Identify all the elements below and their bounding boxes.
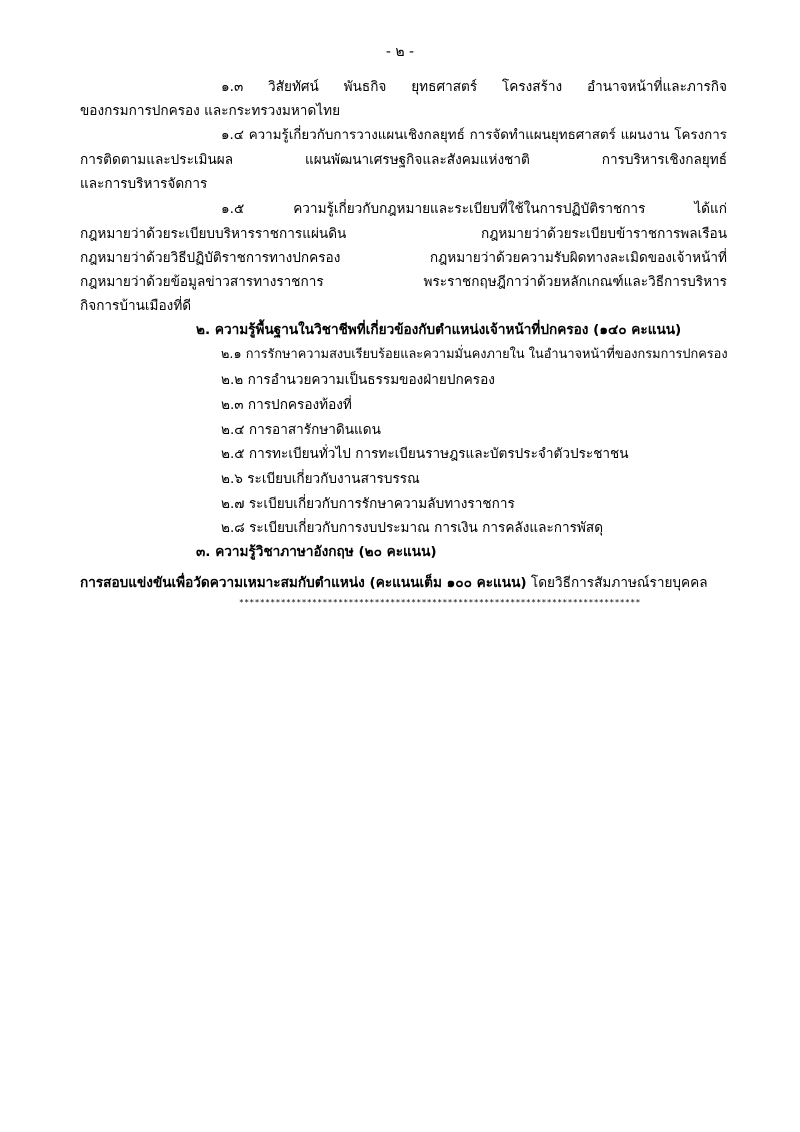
s2-heading: ๒. ความรู้พื้นฐานในวิชาชีพที่เกี่ยวข้องกับตำแหน่งเจ้าหน้าที่ปกครอง (๑๔๐ คะแนน): [196, 322, 682, 338]
final-statement-normal: โดยวิธีการสัมภาษณ์รายบุคคล: [526, 575, 708, 591]
s1-5-line-2: กฎหมายว่าด้วยระเบียบบริหารราชการแผ่นดิน กฎหมายว่าด้วยระเบียบข้าราชการพลเรือน: [80, 226, 727, 242]
final-statement: [80, 573, 708, 593]
s2-item-3: ๒.๓ การปกครองท้องที่: [221, 397, 352, 413]
s1-3-line-1: ๑.๓ วิสัยทัศน์ พันธกิจ ยุทธศาสตร์ โครงสร้าง อำนาจหน้าที่และภารกิจ: [221, 79, 727, 95]
s3-heading: ๓. ความรู้วิชาภาษาอังกฤษ (๒๐ คะแนน): [196, 544, 437, 560]
s1-5-line-1: ๑.๕ ความรู้เกี่ยวกับกฎหมายและระเบียบที่ใช้ในการปฏิบัติราชการ ได้แก่: [221, 201, 727, 217]
final-statement-bold: การสอบแข่งขันเพื่อวัดความเหมาะสมกับตำแหน่ง (คะแนนเต็ม ๑๐๐ คะแนน): [80, 575, 527, 591]
s1-5-line-4: กฎหมายว่าด้วยข้อมูลข่าวสารทางราชการ พระราชกฤษฎีกาว่าด้วยหลักเกณฑ์และวิธีการบริหาร: [80, 274, 727, 290]
s2-item-7: ๒.๗ ระเบียบเกี่ยวกับการรักษาความลับทางราชการ: [221, 496, 515, 512]
s2-item-1: ๒.๑ การรักษาความสงบเรียบร้อยและความมั่นคงภายใน ในอำนาจหน้าที่ของกรมการปกครอง: [221, 347, 728, 362]
s1-5-line-3: กฎหมายว่าด้วยวิธีปฏิบัติราชการทางปกครอง กฎหมายว่าด้วยความรับผิดทางละเมิดของเจ้าหน้าที่: [80, 250, 727, 266]
s1-4-line-3: และการบริหารจัดการ: [80, 176, 208, 192]
s2-item-5: ๒.๕ การทะเบียนทั่วไป การทะเบียนราษฎรและบัตรประจำตัวประชาชน: [221, 446, 629, 462]
s2-item-8: ๒.๘ ระเบียบเกี่ยวกับการงบประมาณ การเงิน การคลังและการพัสดุ: [221, 520, 604, 536]
separator-asterisks: *****************************************************************************: [239, 598, 641, 607]
page-number: - ๒ -: [385, 44, 415, 60]
s1-4-line-2: การติดตามและประเมินผล แผนพัฒนาเศรษฐกิจและสังคมแห่งชาติ การบริหารเชิงกลยุทธ์: [80, 152, 727, 168]
s1-4-line-1: ๑.๔ ความรู้เกี่ยวกับการวางแผนเชิงกลยุทธ์ การจัดทำแผนยุทธศาสตร์ แผนงาน โครงการ: [221, 128, 727, 143]
s1-3-line-2: ของกรมการปกครอง และกระทรวงมหาดไทย: [80, 103, 341, 119]
s2-item-2: ๒.๒ การอำนวยความเป็นธรรมของฝ่ายปกครอง: [221, 372, 495, 388]
s2-item-4: ๒.๔ การอาสารักษาดินแดน: [221, 422, 381, 438]
s1-5-line-5: กิจการบ้านเมืองที่ดี: [80, 298, 192, 314]
s2-item-6: ๒.๖ ระเบียบเกี่ยวกับงานสารบรรณ: [221, 471, 420, 487]
